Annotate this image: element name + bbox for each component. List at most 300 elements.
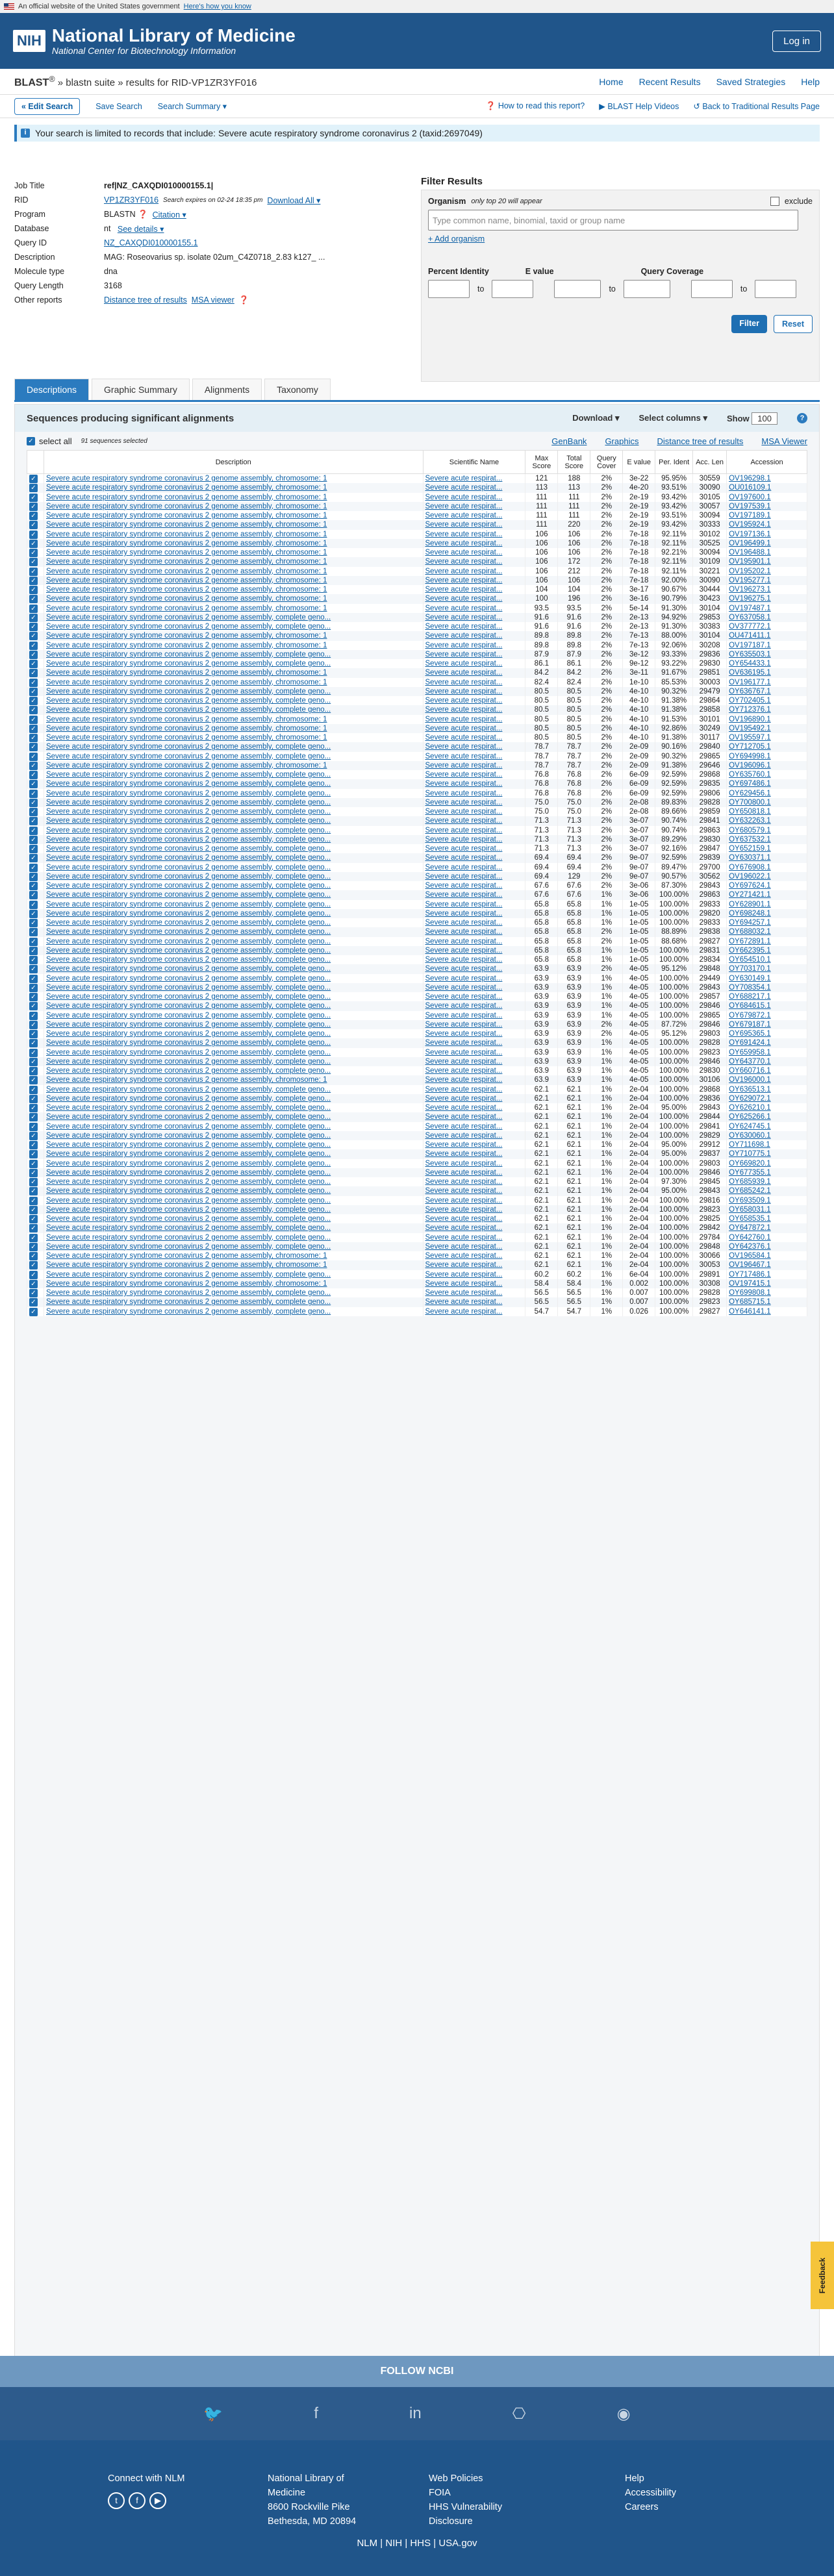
row-scientific-name-link[interactable]: Severe acute respirat... — [423, 1168, 525, 1177]
row-checkbox[interactable]: ✓ — [29, 669, 38, 677]
row-accession-link[interactable]: OV196890.1 — [727, 715, 807, 724]
row-checkbox[interactable]: ✓ — [29, 679, 38, 687]
row-description-link[interactable]: Severe acute respiratory syndrome coronavirus 2 genome assembly, complete geno... — [44, 890, 423, 899]
row-checkbox[interactable]: ✓ — [29, 1141, 38, 1149]
row-accession-link[interactable]: OV197487.1 — [727, 604, 807, 613]
row-description-link[interactable]: Severe acute respiratory syndrome coronavirus 2 genome assembly, chromosome: 1 — [44, 502, 423, 511]
row-accession-link[interactable]: OY629456.1 — [727, 789, 807, 798]
row-scientific-name-link[interactable]: Severe acute respirat... — [423, 631, 525, 640]
see-details-link[interactable]: See details ▾ — [117, 224, 164, 234]
row-scientific-name-link[interactable]: Severe acute respirat... — [423, 1205, 525, 1214]
row-description-link[interactable]: Severe acute respiratory syndrome coronavirus 2 genome assembly, complete geno... — [44, 900, 423, 909]
row-scientific-name-link[interactable]: Severe acute respirat... — [423, 863, 525, 872]
select-all-checkbox[interactable]: ✓ — [27, 437, 35, 445]
row-scientific-name-link[interactable]: Severe acute respirat... — [423, 520, 525, 529]
row-checkbox[interactable]: ✓ — [29, 484, 38, 492]
row-accession-link[interactable]: OY658031.1 — [727, 1205, 807, 1214]
row-description-link[interactable]: Severe acute respiratory syndrome coronavirus 2 genome assembly, complete geno... — [44, 1205, 423, 1214]
row-accession-link[interactable]: OY630371.1 — [727, 853, 807, 862]
col-accession[interactable]: Accession — [727, 451, 807, 474]
row-checkbox[interactable]: ✓ — [29, 512, 38, 520]
row-scientific-name-link[interactable]: Severe acute respirat... — [423, 502, 525, 511]
row-checkbox[interactable]: ✓ — [29, 965, 38, 973]
row-accession-link[interactable]: OY632263.1 — [727, 816, 807, 825]
row-accession-link[interactable]: OY669820.1 — [727, 1159, 807, 1168]
row-accession-link[interactable]: OY637532.1 — [727, 835, 807, 844]
row-checkbox[interactable]: ✓ — [29, 1067, 38, 1075]
row-checkbox[interactable]: ✓ — [29, 1049, 38, 1057]
row-scientific-name-link[interactable]: Severe acute respirat... — [423, 1270, 525, 1279]
hhs-vulnerability-link[interactable]: HHS Vulnerability — [429, 2502, 503, 2512]
github-icon[interactable]: ⎔ — [512, 2405, 526, 2423]
row-accession-link[interactable]: OY654510.1 — [727, 955, 807, 964]
row-checkbox[interactable]: ✓ — [29, 688, 38, 696]
row-checkbox[interactable]: ✓ — [29, 540, 38, 548]
qcov-max-input[interactable] — [755, 280, 796, 298]
row-scientific-name-link[interactable]: Severe acute respirat... — [423, 853, 525, 862]
row-scientific-name-link[interactable]: Severe acute respirat... — [423, 1011, 525, 1020]
row-accession-link[interactable]: OY685242.1 — [727, 1186, 807, 1195]
row-description-link[interactable]: Severe acute respiratory syndrome coronavirus 2 genome assembly, complete geno... — [44, 650, 423, 659]
row-checkbox[interactable]: ✓ — [29, 845, 38, 853]
row-scientific-name-link[interactable]: Severe acute respirat... — [423, 1186, 525, 1195]
row-accession-link[interactable]: OV197187.1 — [727, 641, 807, 650]
col-evalue[interactable]: E value — [623, 451, 655, 474]
row-scientific-name-link[interactable]: Severe acute respirat... — [423, 1057, 525, 1066]
row-accession-link[interactable]: OY691424.1 — [727, 1038, 807, 1047]
row-scientific-name-link[interactable]: Severe acute respirat... — [423, 604, 525, 613]
row-checkbox[interactable]: ✓ — [29, 808, 38, 816]
row-accession-link[interactable]: OV196022.1 — [727, 872, 807, 881]
row-accession-link[interactable]: OV636195.1 — [727, 668, 807, 677]
row-description-link[interactable]: Severe acute respiratory syndrome coronavirus 2 genome assembly, chromosome: 1 — [44, 678, 423, 687]
col-description[interactable]: Description — [44, 451, 423, 474]
row-description-link[interactable]: Severe acute respiratory syndrome coronavirus 2 genome assembly, complete geno... — [44, 1122, 423, 1131]
row-accession-link[interactable]: OV195924.1 — [727, 520, 807, 529]
row-scientific-name-link[interactable]: Severe acute respirat... — [423, 493, 525, 502]
row-scientific-name-link[interactable]: Severe acute respirat... — [423, 742, 525, 751]
row-description-link[interactable]: Severe acute respiratory syndrome coronavirus 2 genome assembly, complete geno... — [44, 622, 423, 631]
row-description-link[interactable]: Severe acute respiratory syndrome coronavirus 2 genome assembly, complete geno... — [44, 927, 423, 936]
row-checkbox[interactable]: ✓ — [29, 1289, 38, 1297]
nih-logo[interactable]: NIH — [13, 30, 45, 52]
row-accession-link[interactable]: OY646141.1 — [727, 1307, 807, 1316]
row-accession-link[interactable]: OY642376.1 — [727, 1242, 807, 1251]
row-checkbox[interactable]: ✓ — [29, 1169, 38, 1177]
distance-tree-link[interactable]: Distance tree of results — [657, 436, 744, 446]
rid-link[interactable]: VP1ZR3YF016 — [104, 195, 159, 205]
row-description-link[interactable]: Severe acute respiratory syndrome coronavirus 2 genome assembly, chromosome: 1 — [44, 474, 423, 484]
row-checkbox[interactable]: ✓ — [29, 577, 38, 585]
login-button[interactable]: Log in — [772, 31, 821, 52]
row-description-link[interactable]: Severe acute respiratory syndrome coronavirus 2 genome assembly, complete geno... — [44, 1094, 423, 1103]
row-checkbox[interactable]: ✓ — [29, 836, 38, 844]
row-accession-link[interactable]: OY642760.1 — [727, 1233, 807, 1242]
row-scientific-name-link[interactable]: Severe acute respirat... — [423, 983, 525, 992]
pid-max-input[interactable] — [492, 280, 533, 298]
row-scientific-name-link[interactable]: Severe acute respirat... — [423, 1177, 525, 1186]
row-checkbox[interactable]: ✓ — [29, 1002, 38, 1010]
row-checkbox[interactable]: ✓ — [29, 1206, 38, 1214]
row-description-link[interactable]: Severe acute respiratory syndrome coronavirus 2 genome assembly, chromosome: 1 — [44, 641, 423, 650]
footer-help-link[interactable]: Help — [625, 2473, 644, 2484]
row-description-link[interactable]: Severe acute respiratory syndrome coronavirus 2 genome assembly, chromosome: 1 — [44, 668, 423, 677]
save-search-button[interactable]: Save Search — [95, 101, 142, 111]
row-checkbox[interactable]: ✓ — [29, 716, 38, 724]
row-scientific-name-link[interactable]: Severe acute respirat... — [423, 779, 525, 788]
row-accession-link[interactable]: OV195597.1 — [727, 733, 807, 742]
row-description-link[interactable]: Severe acute respiratory syndrome coronavirus 2 genome assembly, chromosome: 1 — [44, 604, 423, 613]
col-total-score[interactable]: Total Score — [558, 451, 590, 474]
row-accession-link[interactable]: OV196096.1 — [727, 761, 807, 770]
row-checkbox[interactable]: ✓ — [29, 1261, 38, 1269]
row-checkbox[interactable]: ✓ — [29, 1298, 38, 1307]
row-checkbox[interactable]: ✓ — [29, 1215, 38, 1223]
row-accession-link[interactable]: OY662395.1 — [727, 946, 807, 955]
col-acc-len[interactable]: Acc. Len — [693, 451, 727, 474]
row-scientific-name-link[interactable]: Severe acute respirat... — [423, 1085, 525, 1094]
row-checkbox[interactable]: ✓ — [29, 864, 38, 872]
row-description-link[interactable]: Severe acute respiratory syndrome coronavirus 2 genome assembly, complete geno... — [44, 1011, 423, 1020]
row-scientific-name-link[interactable]: Severe acute respirat... — [423, 927, 525, 936]
row-checkbox[interactable]: ✓ — [29, 475, 38, 483]
feedback-button[interactable]: Feedback — [811, 2242, 834, 2309]
row-checkbox[interactable]: ✓ — [29, 1132, 38, 1140]
row-description-link[interactable]: Severe acute respiratory syndrome coronavirus 2 genome assembly, complete geno... — [44, 1288, 423, 1297]
row-accession-link[interactable]: OV196499.1 — [727, 539, 807, 548]
row-accession-link[interactable]: OY635503.1 — [727, 650, 807, 659]
row-accession-link[interactable]: OY676908.1 — [727, 863, 807, 872]
row-accession-link[interactable]: OY703170.1 — [727, 964, 807, 973]
qcov-min-input[interactable] — [691, 280, 733, 298]
row-description-link[interactable]: Severe acute respiratory syndrome coronavirus 2 genome assembly, complete geno... — [44, 1196, 423, 1205]
row-accession-link[interactable]: OY685715.1 — [727, 1297, 807, 1307]
row-description-link[interactable]: Severe acute respiratory syndrome coronavirus 2 genome assembly, complete geno... — [44, 964, 423, 973]
row-scientific-name-link[interactable]: Severe acute respirat... — [423, 650, 525, 659]
row-accession-link[interactable]: OY660716.1 — [727, 1066, 807, 1075]
row-scientific-name-link[interactable]: Severe acute respirat... — [423, 576, 525, 585]
organism-input[interactable]: Type common name, binomial, taxid or group name — [428, 210, 798, 231]
row-accession-link[interactable]: OV195901.1 — [727, 557, 807, 566]
row-description-link[interactable]: Severe acute respiratory syndrome coronavirus 2 genome assembly, complete geno... — [44, 1103, 423, 1112]
row-scientific-name-link[interactable]: Severe acute respirat... — [423, 1066, 525, 1075]
row-description-link[interactable]: Severe acute respiratory syndrome coronavirus 2 genome assembly, complete geno... — [44, 826, 423, 835]
row-scientific-name-link[interactable]: Severe acute respirat... — [423, 918, 525, 927]
row-checkbox[interactable]: ✓ — [29, 1252, 38, 1260]
row-checkbox[interactable]: ✓ — [29, 1187, 38, 1195]
row-checkbox[interactable]: ✓ — [29, 956, 38, 964]
row-scientific-name-link[interactable]: Severe acute respirat... — [423, 1131, 525, 1140]
row-checkbox[interactable]: ✓ — [29, 1160, 38, 1168]
row-scientific-name-link[interactable]: Severe acute respirat... — [423, 1048, 525, 1057]
row-checkbox[interactable]: ✓ — [29, 928, 38, 936]
row-accession-link[interactable]: OY647872.1 — [727, 1223, 807, 1232]
row-description-link[interactable]: Severe acute respiratory syndrome coronavirus 2 genome assembly, chromosome: 1 — [44, 1251, 423, 1260]
row-scientific-name-link[interactable]: Severe acute respirat... — [423, 1196, 525, 1205]
row-description-link[interactable]: Severe acute respiratory syndrome coronavirus 2 genome assembly, chromosome: 1 — [44, 530, 423, 539]
filter-button[interactable]: Filter — [731, 315, 767, 333]
row-description-link[interactable]: Severe acute respiratory syndrome coronavirus 2 genome assembly, complete geno... — [44, 1066, 423, 1075]
row-scientific-name-link[interactable]: Severe acute respirat... — [423, 1307, 525, 1316]
row-accession-link[interactable]: OY624745.1 — [727, 1122, 807, 1131]
row-scientific-name-link[interactable]: Severe acute respirat... — [423, 900, 525, 909]
row-accession-link[interactable]: OY636513.1 — [727, 1085, 807, 1094]
row-description-link[interactable]: Severe acute respiratory syndrome coronavirus 2 genome assembly, complete geno... — [44, 974, 423, 983]
row-checkbox[interactable]: ✓ — [29, 1224, 38, 1232]
row-scientific-name-link[interactable]: Severe acute respirat... — [423, 539, 525, 548]
row-accession-link[interactable]: OY636767.1 — [727, 687, 807, 696]
row-checkbox[interactable]: ✓ — [29, 1030, 38, 1038]
nav-recent-results[interactable]: Recent Results — [638, 76, 701, 87]
row-description-link[interactable]: Severe acute respiratory syndrome coronavirus 2 genome assembly, chromosome: 1 — [44, 1075, 423, 1084]
row-description-link[interactable]: Severe acute respiratory syndrome coronavirus 2 genome assembly, complete geno... — [44, 807, 423, 816]
col-max-score[interactable]: Max Score — [525, 451, 558, 474]
row-checkbox[interactable]: ✓ — [29, 1150, 38, 1158]
row-checkbox[interactable]: ✓ — [29, 494, 38, 502]
help-icon[interactable]: ❓ — [238, 295, 249, 305]
linkedin-icon[interactable]: in — [409, 2405, 422, 2422]
row-accession-link[interactable]: OY637058.1 — [727, 613, 807, 622]
row-description-link[interactable]: Severe acute respiratory syndrome coronavirus 2 genome assembly, complete geno... — [44, 955, 423, 964]
row-scientific-name-link[interactable]: Severe acute respirat... — [423, 761, 525, 770]
row-checkbox[interactable]: ✓ — [29, 882, 38, 890]
rss-icon[interactable]: ◉ — [616, 2405, 631, 2423]
row-checkbox[interactable]: ✓ — [29, 706, 38, 714]
row-scientific-name-link[interactable]: Severe acute respirat... — [423, 890, 525, 899]
row-scientific-name-link[interactable]: Severe acute respirat... — [423, 1122, 525, 1131]
row-scientific-name-link[interactable]: Severe acute respirat... — [423, 752, 525, 761]
row-scientific-name-link[interactable]: Severe acute respirat... — [423, 668, 525, 677]
row-description-link[interactable]: Severe acute respiratory syndrome coronavirus 2 genome assembly, complete geno... — [44, 1270, 423, 1279]
row-checkbox[interactable]: ✓ — [29, 790, 38, 798]
row-scientific-name-link[interactable]: Severe acute respirat... — [423, 1279, 525, 1288]
gov-banner-link[interactable]: Here's how you know — [183, 3, 251, 10]
row-accession-link[interactable]: OV197539.1 — [727, 502, 807, 511]
row-description-link[interactable]: Severe acute respiratory syndrome coronavirus 2 genome assembly, chromosome: 1 — [44, 715, 423, 724]
row-accession-link[interactable]: OV196273.1 — [727, 585, 807, 594]
row-accession-link[interactable]: OY712376.1 — [727, 705, 807, 714]
facebook-icon[interactable]: f — [129, 2492, 145, 2509]
query-id-link[interactable]: NZ_CAXQDI010000155.1 — [104, 238, 198, 247]
row-checkbox[interactable]: ✓ — [29, 771, 38, 779]
row-description-link[interactable]: Severe acute respiratory syndrome coronavirus 2 genome assembly, complete geno... — [44, 1177, 423, 1186]
row-accession-link[interactable]: OY630060.1 — [727, 1131, 807, 1140]
row-scientific-name-link[interactable]: Severe acute respirat... — [423, 567, 525, 576]
nav-help[interactable]: Help — [801, 76, 820, 87]
row-scientific-name-link[interactable]: Severe acute respirat... — [423, 705, 525, 714]
row-accession-link[interactable]: OV196467.1 — [727, 1260, 807, 1269]
row-accession-link[interactable]: OY708354.1 — [727, 983, 807, 992]
row-accession-link[interactable]: OU471411.1 — [727, 631, 807, 640]
row-scientific-name-link[interactable]: Severe acute respirat... — [423, 1297, 525, 1307]
row-scientific-name-link[interactable]: Severe acute respirat... — [423, 1214, 525, 1223]
howto-link[interactable]: ❓ How to read this report? — [485, 101, 585, 110]
row-checkbox[interactable]: ✓ — [29, 799, 38, 807]
row-description-link[interactable]: Severe acute respiratory syndrome coronavirus 2 genome assembly, complete geno... — [44, 863, 423, 872]
youtube-icon[interactable]: ▶ — [149, 2492, 166, 2509]
row-checkbox[interactable]: ✓ — [29, 632, 38, 640]
row-checkbox[interactable]: ✓ — [29, 753, 38, 761]
row-checkbox[interactable]: ✓ — [29, 762, 38, 770]
row-scientific-name-link[interactable]: Severe acute respirat... — [423, 1251, 525, 1260]
row-description-link[interactable]: Severe acute respiratory syndrome coronavirus 2 genome assembly, complete geno... — [44, 798, 423, 807]
row-accession-link[interactable]: OY711698.1 — [727, 1140, 807, 1149]
row-accession-link[interactable]: OY630149.1 — [727, 974, 807, 983]
row-description-link[interactable]: Severe acute respiratory syndrome coronavirus 2 genome assembly, complete geno... — [44, 1149, 423, 1158]
tab-taxonomy[interactable]: Taxonomy — [264, 379, 331, 400]
row-checkbox[interactable]: ✓ — [29, 1113, 38, 1121]
accessibility-link[interactable]: Accessibility — [625, 2488, 676, 2498]
row-accession-link[interactable]: OY635760.1 — [727, 770, 807, 779]
row-checkbox[interactable]: ✓ — [29, 1058, 38, 1066]
row-description-link[interactable]: Severe acute respiratory syndrome coronavirus 2 genome assembly, complete geno... — [44, 779, 423, 788]
row-scientific-name-link[interactable]: Severe acute respirat... — [423, 715, 525, 724]
row-checkbox[interactable]: ✓ — [29, 1039, 38, 1047]
row-checkbox[interactable]: ✓ — [29, 568, 38, 576]
row-checkbox[interactable]: ✓ — [29, 558, 38, 566]
row-checkbox[interactable]: ✓ — [29, 1243, 38, 1251]
genbank-link[interactable]: GenBank — [551, 436, 587, 446]
nav-home[interactable]: Home — [599, 76, 624, 87]
reset-button[interactable]: Reset — [774, 315, 813, 333]
row-checkbox[interactable]: ✓ — [29, 1012, 38, 1020]
tab-alignments[interactable]: Alignments — [192, 379, 262, 400]
row-checkbox[interactable]: ✓ — [29, 1104, 38, 1112]
show-count-select[interactable]: 100 — [752, 412, 777, 425]
row-scientific-name-link[interactable]: Severe acute respirat... — [423, 1038, 525, 1047]
row-description-link[interactable]: Severe acute respiratory syndrome coronavirus 2 genome assembly, complete geno... — [44, 816, 423, 825]
row-description-link[interactable]: Severe acute respiratory syndrome coronavirus 2 genome assembly, complete geno... — [44, 1038, 423, 1047]
row-checkbox[interactable]: ✓ — [29, 595, 38, 603]
row-accession-link[interactable]: OY643770.1 — [727, 1057, 807, 1066]
row-scientific-name-link[interactable]: Severe acute respirat... — [423, 844, 525, 853]
exclude-checkbox[interactable] — [770, 197, 779, 206]
careers-link[interactable]: Careers — [625, 2502, 659, 2512]
row-accession-link[interactable]: OV197136.1 — [727, 530, 807, 539]
row-scientific-name-link[interactable]: Severe acute respirat... — [423, 881, 525, 890]
row-description-link[interactable]: Severe acute respiratory syndrome coronavirus 2 genome assembly, complete geno... — [44, 1085, 423, 1094]
row-accession-link[interactable]: OY698248.1 — [727, 909, 807, 918]
row-description-link[interactable]: Severe acute respiratory syndrome coronavirus 2 genome assembly, chromosome: 1 — [44, 493, 423, 502]
col-scientific-name[interactable]: Scientific Name — [423, 451, 525, 474]
row-description-link[interactable]: Severe acute respiratory syndrome coronavirus 2 genome assembly, chromosome: 1 — [44, 1260, 423, 1269]
row-description-link[interactable]: Severe acute respiratory syndrome coronavirus 2 genome assembly, complete geno... — [44, 696, 423, 705]
row-accession-link[interactable]: OV195492.1 — [727, 724, 807, 733]
row-checkbox[interactable]: ✓ — [29, 623, 38, 631]
row-scientific-name-link[interactable]: Severe acute respirat... — [423, 798, 525, 807]
row-checkbox[interactable]: ✓ — [29, 1021, 38, 1029]
row-checkbox[interactable]: ✓ — [29, 531, 38, 539]
row-scientific-name-link[interactable]: Severe acute respirat... — [423, 770, 525, 779]
row-description-link[interactable]: Severe acute respiratory syndrome coronavirus 2 genome assembly, complete geno... — [44, 937, 423, 946]
row-scientific-name-link[interactable]: Severe acute respirat... — [423, 1140, 525, 1149]
row-checkbox[interactable]: ✓ — [29, 873, 38, 881]
row-scientific-name-link[interactable]: Severe acute respirat... — [423, 937, 525, 946]
row-description-link[interactable]: Severe acute respiratory syndrome coronavirus 2 genome assembly, complete geno... — [44, 1214, 423, 1223]
row-description-link[interactable]: Severe acute respiratory syndrome coronavirus 2 genome assembly, complete geno... — [44, 742, 423, 751]
row-accession-link[interactable]: OV377772.1 — [727, 622, 807, 631]
twitter-icon[interactable]: 🐦 — [203, 2405, 223, 2423]
row-description-link[interactable]: Severe acute respiratory syndrome coronavirus 2 genome assembly, complete geno... — [44, 1131, 423, 1140]
row-description-link[interactable]: Severe acute respiratory syndrome coronavirus 2 genome assembly, chromosome: 1 — [44, 1279, 423, 1288]
row-accession-link[interactable]: OY629072.1 — [727, 1094, 807, 1103]
row-scientific-name-link[interactable]: Severe acute respirat... — [423, 955, 525, 964]
row-accession-link[interactable]: OY693509.1 — [727, 1196, 807, 1205]
row-checkbox[interactable]: ✓ — [29, 947, 38, 955]
row-checkbox[interactable]: ✓ — [29, 660, 38, 668]
row-accession-link[interactable]: OY659958.1 — [727, 1048, 807, 1057]
download-all-dropdown[interactable]: Download All ▾ — [267, 195, 321, 205]
row-scientific-name-link[interactable]: Severe acute respirat... — [423, 1260, 525, 1269]
row-checkbox[interactable]: ✓ — [29, 975, 38, 983]
row-checkbox[interactable]: ✓ — [29, 780, 38, 788]
row-scientific-name-link[interactable]: Severe acute respirat... — [423, 548, 525, 557]
row-description-link[interactable]: Severe acute respiratory syndrome coronavirus 2 genome assembly, complete geno... — [44, 1168, 423, 1177]
row-checkbox[interactable]: ✓ — [29, 1086, 38, 1094]
row-scientific-name-link[interactable]: Severe acute respirat... — [423, 557, 525, 566]
row-checkbox[interactable]: ✓ — [29, 725, 38, 733]
row-accession-link[interactable]: OV196584.1 — [727, 1251, 807, 1260]
row-description-link[interactable]: Severe acute respiratory syndrome coronavirus 2 genome assembly, complete geno... — [44, 687, 423, 696]
pid-min-input[interactable] — [428, 280, 470, 298]
row-description-link[interactable]: Severe acute respiratory syndrome coronavirus 2 genome assembly, complete geno... — [44, 909, 423, 918]
row-checkbox[interactable]: ✓ — [29, 901, 38, 909]
add-organism-link[interactable]: + Add organism — [428, 234, 485, 244]
row-accession-link[interactable]: OY679187.1 — [727, 1020, 807, 1029]
row-scientific-name-link[interactable]: Severe acute respirat... — [423, 816, 525, 825]
traditional-results-link[interactable]: ↺ Back to Traditional Results Page — [693, 102, 820, 111]
row-description-link[interactable]: Severe acute respiratory syndrome coronavirus 2 genome assembly, chromosome: 1 — [44, 724, 423, 733]
row-description-link[interactable]: Severe acute respiratory syndrome coronavirus 2 genome assembly, complete geno... — [44, 770, 423, 779]
row-description-link[interactable]: Severe acute respiratory syndrome coronavirus 2 genome assembly, complete geno... — [44, 789, 423, 798]
row-checkbox[interactable]: ✓ — [29, 586, 38, 594]
row-description-link[interactable]: Severe acute respiratory syndrome coronavirus 2 genome assembly, complete geno... — [44, 1112, 423, 1121]
row-accession-link[interactable]: OV196298.1 — [727, 474, 807, 484]
row-checkbox[interactable]: ✓ — [29, 1095, 38, 1103]
row-description-link[interactable]: Severe acute respiratory syndrome coronavirus 2 genome assembly, complete geno... — [44, 983, 423, 992]
row-accession-link[interactable]: OY699808.1 — [727, 1288, 807, 1297]
row-description-link[interactable]: Severe acute respiratory syndrome coronavirus 2 genome assembly, complete geno... — [44, 1057, 423, 1066]
row-description-link[interactable]: Severe acute respiratory syndrome coronavirus 2 genome assembly, complete geno... — [44, 1029, 423, 1038]
row-scientific-name-link[interactable]: Severe acute respirat... — [423, 872, 525, 881]
row-scientific-name-link[interactable]: Severe acute respirat... — [423, 789, 525, 798]
row-description-link[interactable]: Severe acute respiratory syndrome coronavirus 2 genome assembly, complete geno... — [44, 1297, 423, 1307]
row-description-link[interactable]: Severe acute respiratory syndrome coronavirus 2 genome assembly, complete geno... — [44, 1159, 423, 1168]
row-description-link[interactable]: Severe acute respiratory syndrome coronavirus 2 genome assembly, complete geno... — [44, 752, 423, 761]
row-checkbox[interactable]: ✓ — [29, 919, 38, 927]
row-scientific-name-link[interactable]: Severe acute respirat... — [423, 1288, 525, 1297]
row-scientific-name-link[interactable]: Severe acute respirat... — [423, 511, 525, 520]
row-description-link[interactable]: Severe acute respiratory syndrome coronavirus 2 genome assembly, chromosome: 1 — [44, 761, 423, 770]
row-accession-link[interactable]: OY658535.1 — [727, 1214, 807, 1223]
row-scientific-name-link[interactable]: Severe acute respirat... — [423, 1103, 525, 1112]
facebook-icon[interactable]: f — [314, 2405, 318, 2422]
row-checkbox[interactable]: ✓ — [29, 651, 38, 659]
row-accession-link[interactable]: OY684615.1 — [727, 1001, 807, 1010]
graphics-link[interactable]: Graphics — [605, 436, 639, 446]
col-query-cover[interactable]: Query Cover — [590, 451, 623, 474]
row-scientific-name-link[interactable]: Severe acute respirat... — [423, 974, 525, 983]
row-description-link[interactable]: Severe acute respiratory syndrome coronavirus 2 genome assembly, complete geno... — [44, 946, 423, 955]
row-scientific-name-link[interactable]: Severe acute respirat... — [423, 1159, 525, 1168]
row-description-link[interactable]: Severe acute respiratory syndrome coronavirus 2 genome assembly, complete geno... — [44, 613, 423, 622]
row-description-link[interactable]: Severe acute respiratory syndrome coronavirus 2 genome assembly, complete geno... — [44, 853, 423, 862]
row-accession-link[interactable]: OY271421.1 — [727, 890, 807, 899]
row-description-link[interactable]: Severe acute respiratory syndrome coronavirus 2 genome assembly, chromosome: 1 — [44, 511, 423, 520]
row-checkbox[interactable]: ✓ — [29, 1178, 38, 1186]
row-checkbox[interactable]: ✓ — [29, 1271, 38, 1279]
row-accession-link[interactable]: OY697486.1 — [727, 779, 807, 788]
